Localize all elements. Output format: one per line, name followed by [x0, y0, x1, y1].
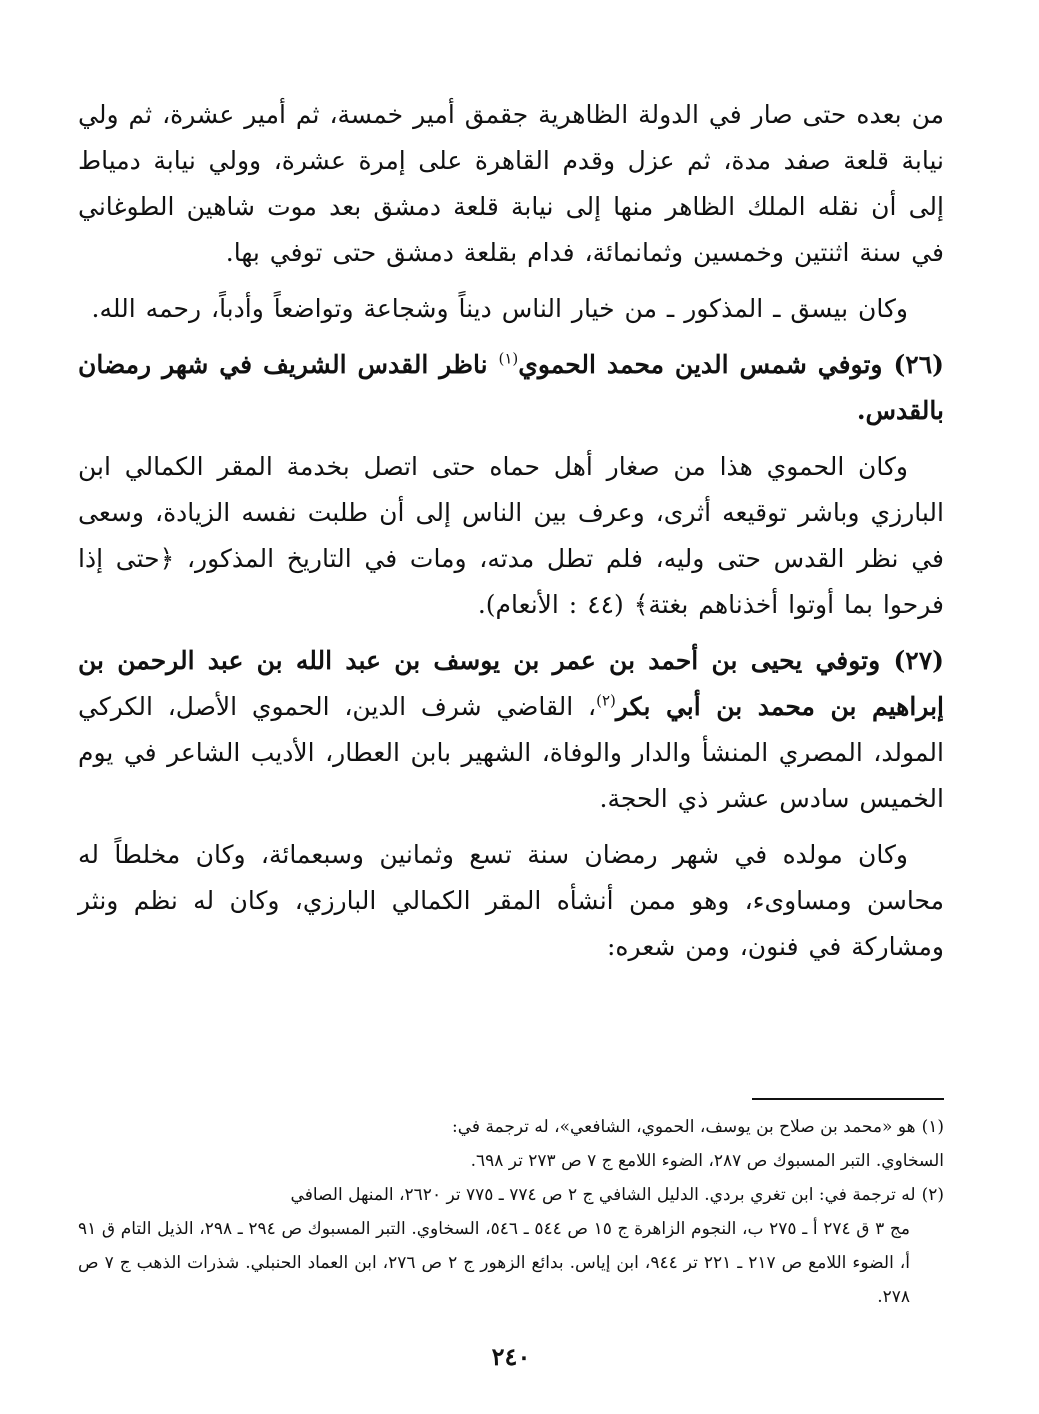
entry-27-heading: [78, 638, 944, 822]
footnotes: [78, 1098, 944, 1314]
paragraph-1: من بعده حتى صار في الدولة الظاهرية جقمق أمير خمسة، ثم أمير عشرة، ثم ولي نيابة قلعة صفد مدة، ثم عزل وقدم القاهرة على إمرة عشرة، وولي نيابة دمياط إلى أن نقله الملك الظاهر منها إلى نيابة قلعة دمشق بعد موت شاهين الطوغاني في سنة اثنتين وخمسين وثمانمائة، فدام بقلعة دمشق حتى توفي بها.: [78, 100, 944, 267]
footnote-ref-2[interactable]: (٢): [596, 691, 616, 710]
footnote-divider: [752, 1098, 944, 1100]
footnote-2-number: (٢): [921, 1185, 944, 1205]
footnote-1-line-2: السخاوي. التبر المسبوك ص ٢٨٧، الضوء اللامع ج ٧ ص ٢٧٣ تر ٦٩٨.: [470, 1151, 944, 1171]
entry-26-tail: ناظر القدس الشريف في شهر رمضان بالقدس.: [78, 350, 944, 425]
paragraph-4: وكان الحموي هذا من صغار أهل حماه حتى اتصل بخدمة المقر الكمالي ابن البارزي وباشر توقيعه أثرى، وعرف بين الناس إلى أن طلبت نفسه الزيادة، وسعى في نظر القدس حتى وليه، فلم تطل مدته، ومات في التاريخ المذكور، ﴿حتى إذا فرحوا بما أوتوا أخذناهم بغتة﴾ (٤٤ : الأنعام).: [78, 452, 944, 619]
footnote-1-line-1: [78, 1110, 944, 1144]
entry-27-lead: (٢٧) وتوفي يحيى بن أحمد بن عمر بن يوسف بن عبد الله بن عبد الرحمن بن إبراهيم بن محمد بن أبي بكر: [78, 646, 944, 721]
footnote-1-number: (١): [921, 1117, 944, 1137]
footnote-2-text: له ترجمة في: ابن تغري بردي. الدليل الشافي ج ٢ ص ٧٧٤ ـ ٧٧٥ تر ٢٦٢٠، المنهل الصافي: [290, 1185, 916, 1205]
paragraph-2: وكان بيسق ـ المذكور ـ من خيار الناس ديناً وشجاعة وتواضعاً وأدباً، رحمه الله.: [91, 294, 908, 323]
footnote-2-continuation: مج ٣ ق ٢٧٤ أ ـ ٢٧٥ ب، النجوم الزاهرة ج ١٥ ص ٥٤٤ ـ ٥٤٦، السخاوي. التبر المسبوك ص ٢٩٤ ـ ٢٩٨، الذيل التام ق ٩١ أ، الضوء اللامع ص ٢١٧ ـ ٢٢١ تر ٩٤٤، ابن إياس. بدائع الزهور ج ٢ ص ٢٧٦، ابن العماد الحنبلي. شذرات الذهب ج ٧ ص ٢٧٨.: [78, 1219, 911, 1307]
page-number: ٢٤٠: [491, 1342, 531, 1371]
entry-27-tail: ، القاضي شرف الدين، الحموي الأصل، الكركي المولد، المصري المنشأ والدار والوفاة، الشهير بابن العطار، الأديب الشاعر في يوم الخميس سادس عشر ذي الحجة.: [78, 692, 944, 813]
entry-26-lead: (٢٦) وتوفي شمس الدين محمد الحموي: [518, 350, 944, 379]
paragraph-6: وكان مولده في شهر رمضان سنة تسع وثمانين وسبعمائة، وكان مخلطاً له محاسن ومساوىء، وهو ممن أنشأه المقر الكمالي البارزي، وكان له نظم ونثر ومشاركة في فنون، ومن شعره:: [78, 840, 944, 961]
page-content: [78, 92, 944, 1392]
footnote-1-text: هو «محمد بن صلاح بن يوسف، الحموي، الشافعي»، له ترجمة في:: [452, 1117, 916, 1137]
entry-26-heading: [78, 342, 944, 434]
footnote-ref-1[interactable]: (١): [498, 349, 519, 368]
footnote-2-line-1: [78, 1178, 944, 1212]
